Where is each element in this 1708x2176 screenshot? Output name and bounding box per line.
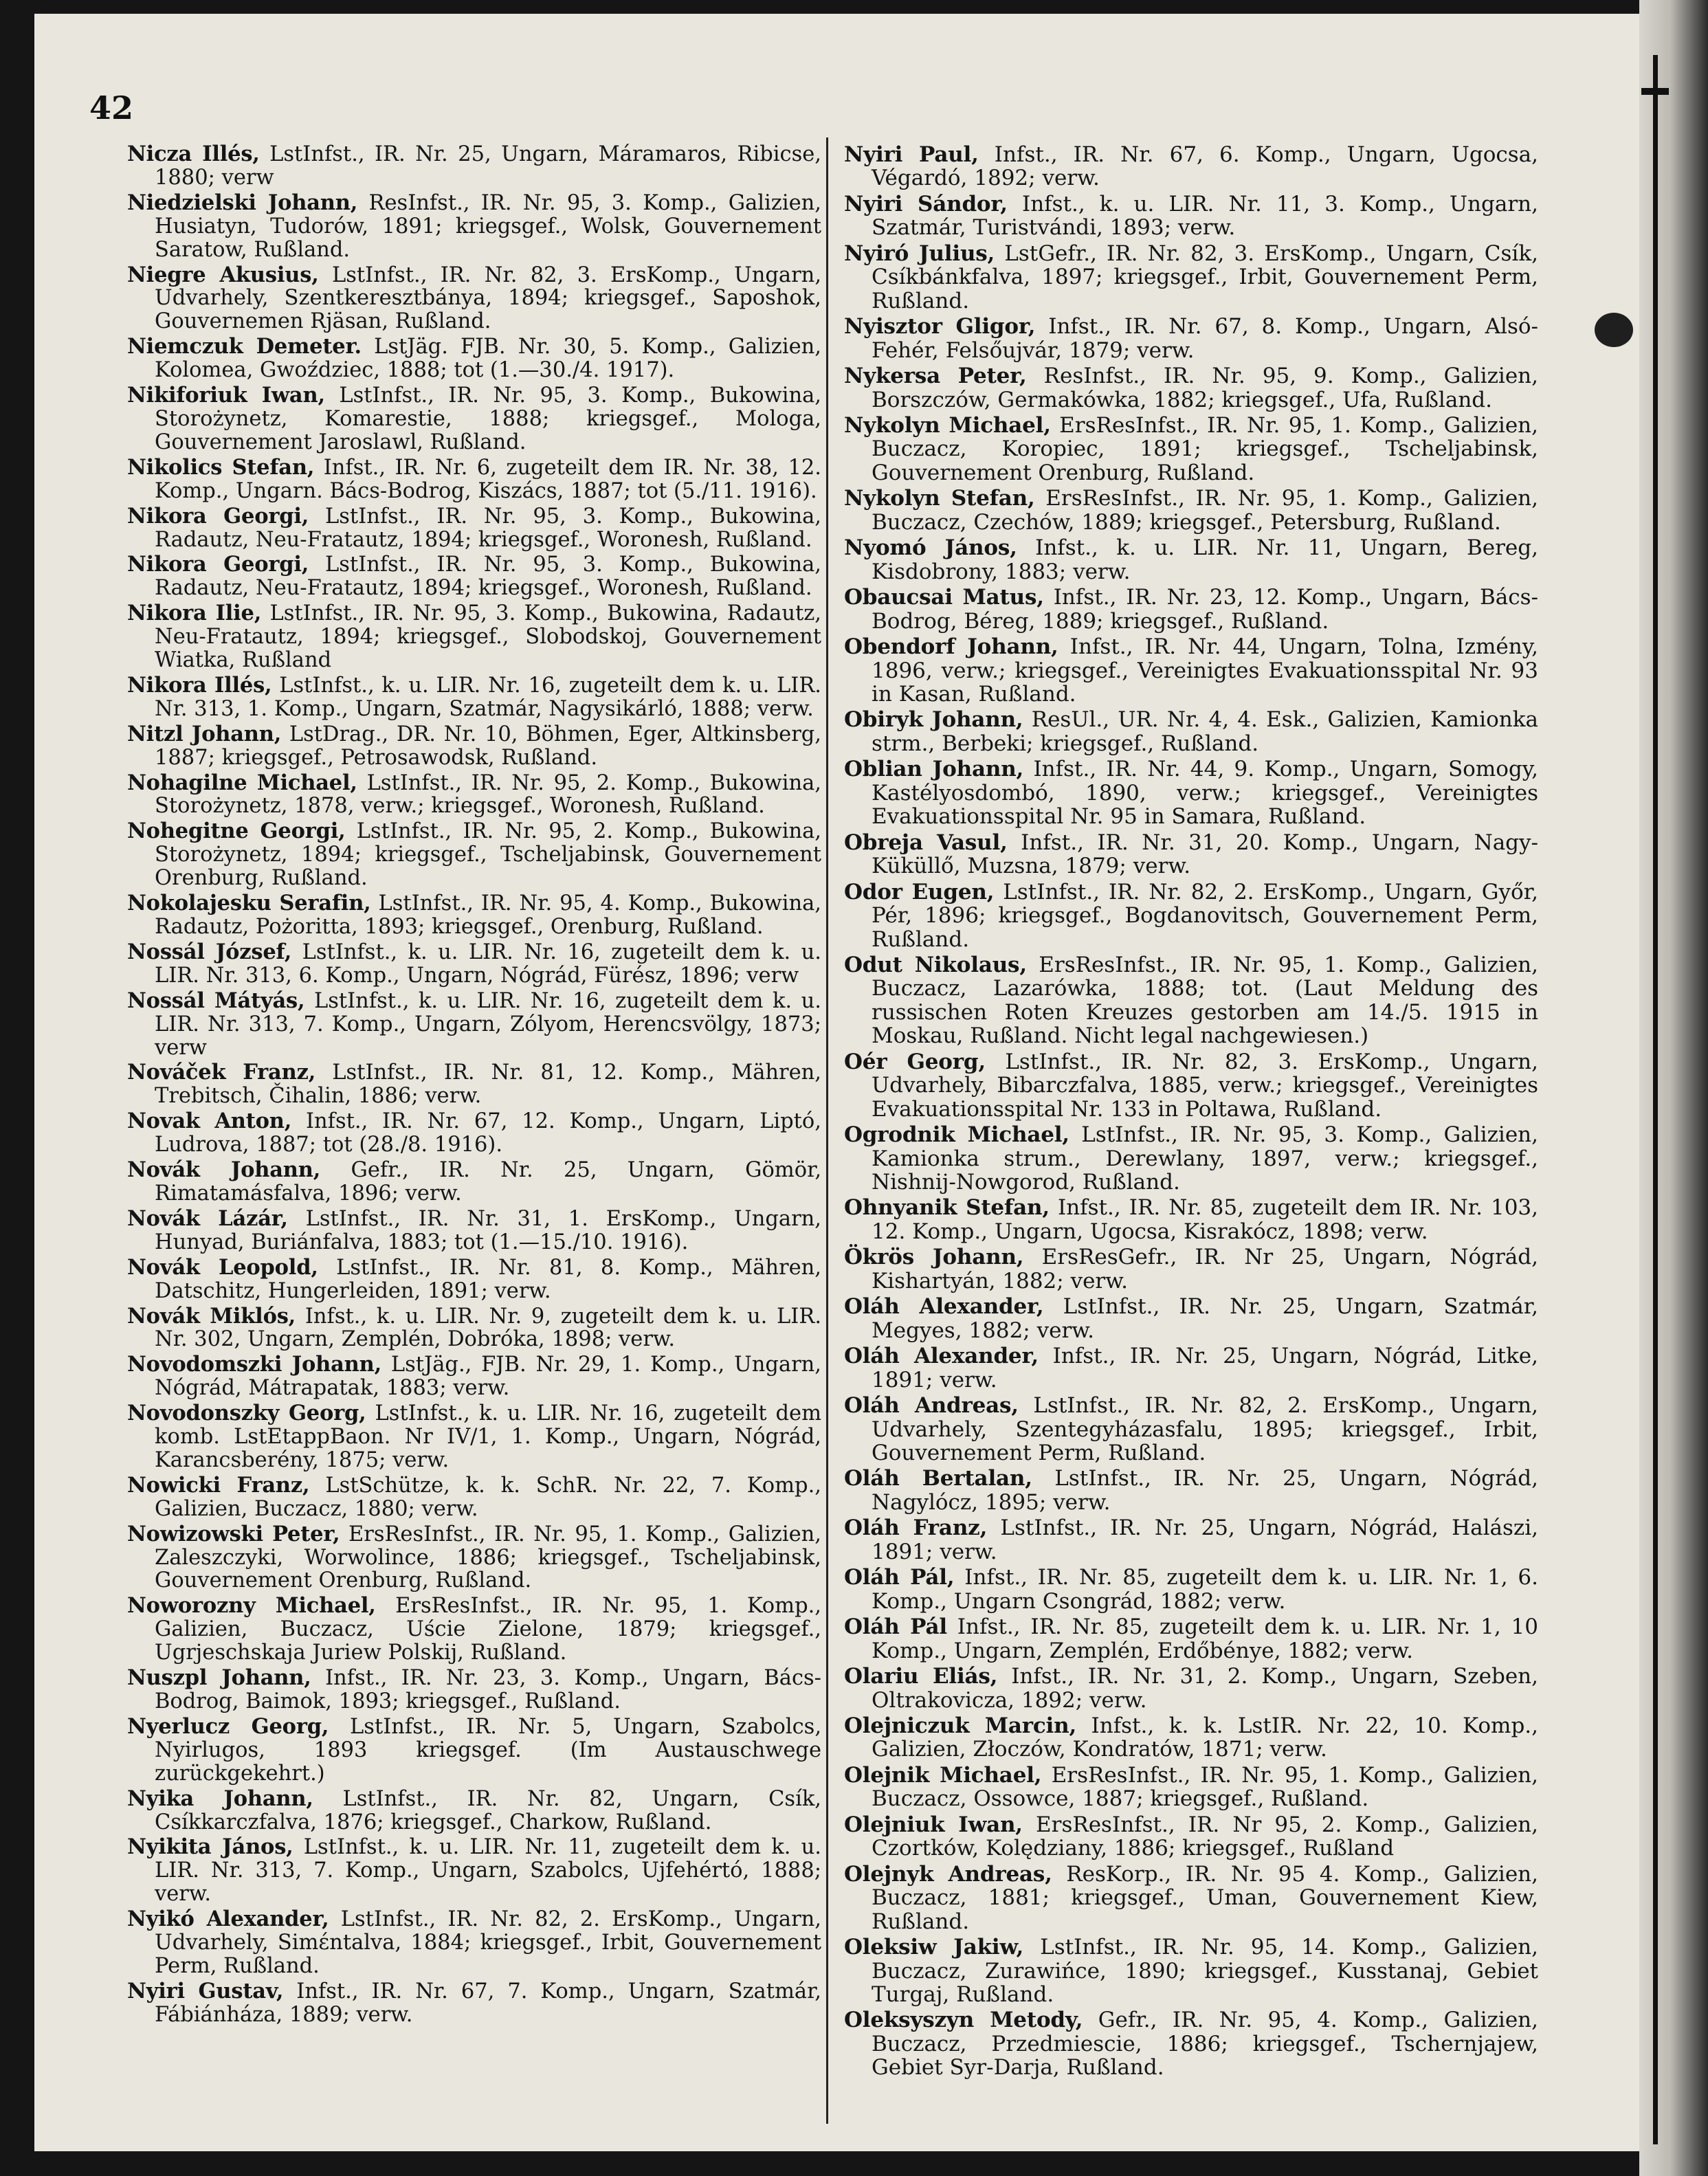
entry-name: Odor Eugen,: [844, 879, 995, 904]
entry-details: ResInfst., IR. Nr. 95, 3. Komp., Galizien, Husiatyn, Tudorów, 1891; kriegsgef., Wolsk, Gouvernement Saratow, Rußland.: [155, 190, 822, 262]
register-entry: [844, 1935, 1538, 2006]
entry-details: LstInfst., IR. Nr. 82, 2. ErsKomp., Ungarn, Udvarhely, Szentegyházasfalu, 1895; kriegsgef., Irbit, Gouvernement Perm, Rußland.: [872, 1393, 1538, 1466]
entry-name: Nikora Ilie,: [127, 601, 262, 626]
register-entry: [844, 635, 1538, 706]
register-entry: [127, 1353, 821, 1400]
entry-name: Nyomó János,: [844, 535, 1017, 561]
entry-name: Niegre Akusius,: [127, 262, 319, 287]
entry-name: Nikiforiuk Iwan,: [127, 383, 325, 408]
entry-details: LstInfst., IR. Nr. 25, Ungarn, Nógrád, Nagylócz, 1895; verw.: [872, 1466, 1538, 1515]
entry-details: LstInfst., IR. Nr. 95, 3. Komp., Bukowina, Radautz, Neu-Fratautz, 1894; kriegsgef., Woronesh, Rußland.: [155, 553, 821, 601]
entry-name: Nováček Franz,: [127, 1060, 316, 1085]
entry-name: Oblian Johann,: [844, 757, 1024, 782]
register-entry: [127, 1402, 821, 1472]
register-entry: [127, 1667, 821, 1713]
entry-name: Niemczuk Demeter.: [127, 334, 362, 359]
entry-details: Infst., IR. Nr. 67, 6. Komp., Ungarn, Ugocsa, Végardó, 1892; verw.: [872, 142, 1538, 191]
entry-name: Obreja Vasul,: [844, 830, 1008, 855]
entry-details: LstInfst., IR. Nr. 95, 2. Komp., Bukowina, Storożynetz, 1894; kriegsgef., Tscheljabinsk, Gouvernement Orenburg, Rußland.: [155, 819, 821, 891]
register-entry: [127, 1208, 821, 1254]
register-entry: [844, 1714, 1538, 1762]
register-entry: [844, 1863, 1538, 1933]
entry-name: Oláh Pál,: [844, 1565, 955, 1590]
entry-details: Infst., k. k. LstIR. Nr. 22, 10. Komp., Galizien, Złoczów, Kondratów, 1871; verw.: [872, 1713, 1538, 1762]
entry-name: Oláh Andreas,: [844, 1393, 1019, 1419]
entry-name: Novák Leopold,: [127, 1254, 318, 1280]
entry-details: Infst., IR. Nr. 23, 3. Komp., Ungarn, Bács-Bodrog, Baimok, 1893; kriegsgef., Rußland.: [155, 1666, 821, 1713]
entry-name: Oláh Franz,: [844, 1516, 988, 1541]
entry-details: Infst., k. u. LIR. Nr. 11, Ungarn, Bereg, Kisdobrony, 1883; verw.: [872, 535, 1538, 584]
entry-name: Nokolajesku Serafin,: [127, 891, 371, 916]
register-entry: [127, 1523, 821, 1593]
register-entry: [844, 1516, 1538, 1564]
entry-details: Infst., IR. Nr. 6, zugeteilt dem IR. Nr. 38, 12. Komp., Ungarn. Bács-Bodrog, Kiszács, 1887; tot (5./11. 1916).: [155, 455, 821, 503]
entry-details: LstInfst., IR. Nr. 25, Ungarn, Szatmár, Megyes, 1882; verw.: [872, 1294, 1538, 1343]
entry-details: LstInfst., IR. Nr. 95, 3. Komp., Bukowina, Storożynetz, Komarestie, 1888; kriegsgef., Mologa, Gouvernement Jaroslawl, Rußland.: [155, 384, 821, 454]
entry-name: Oér Georg,: [844, 1049, 986, 1074]
entry-name: Nowicki Franz,: [127, 1472, 310, 1498]
register-entry: [127, 143, 821, 190]
register-entry: [844, 2008, 1538, 2079]
register-entry: [127, 456, 821, 503]
register-entry: [127, 892, 821, 939]
register-entry: [127, 1256, 821, 1303]
entry-details: LstInfst., IR. Nr. 95, 14. Komp., Galizien, Buczacz, Zurawińce, 1890; kriegsgef., Kusstanaj, Gebiet Turgaj, Rußland.: [872, 1935, 1539, 2007]
entry-details: LstInfst., IR. Nr. 81, 8. Komp., Mähren, Datschitz, Hungerleiden, 1891; verw.: [155, 1255, 821, 1303]
entry-details: Gefr., IR. Nr. 95, 4. Komp., Galizien, Buczacz, Przedmiescie, 1886; kriegsgef., Tschernjajew, Gebiet Syr-Darja, Rußland.: [872, 2008, 1538, 2080]
entry-name: Nyiri Paul,: [844, 142, 979, 167]
entry-name: Nykersa Peter,: [844, 364, 1027, 389]
entry-name: Oláh Alexander,: [844, 1294, 1044, 1320]
entry-details: Infst., k. u. LIR. Nr. 9, zugeteilt dem k. u. LIR. Nr. 302, Ungarn, Zemplén, Dobróka, 1898; verw.: [155, 1304, 822, 1352]
register-entry: [127, 553, 821, 600]
entry-details: Infst., IR. Nr. 44, 9. Komp., Ungarn, Somogy, Kastélyosdombó, 1890, verw.; kriegsgef., Vereinigtes Evakuationsspital Nr. 95 in Samara, Rußland.: [872, 757, 1538, 830]
entry-details: ErsResInfst., IR. Nr. 95, 1. Komp., Galizien, Buczacz, Uście Zielone, 1879; kriegsgef., Ugrjeschskaja Juriew Polskij, Rußland.: [155, 1594, 821, 1665]
register-entry: [844, 831, 1538, 878]
entry-name: Nyiri Sándor,: [844, 191, 1008, 217]
register-entry: [127, 602, 821, 672]
entry-name: Olejniuk Iwan,: [844, 1812, 1023, 1837]
entry-details: Infst., IR. Nr. 67, 7. Komp., Ungarn, Szatmár, Fábiánháza, 1889; verw.: [155, 1979, 821, 2027]
entry-details: LstInfst., IR. Nr. 25, Ungarn, Máramaros, Ribicse, 1880; verw: [155, 142, 821, 190]
register-entry: [127, 335, 821, 382]
entry-details: LstInfst., IR. Nr. 82, 3. ErsKomp., Ungarn, Udvarhely, Bibarczfalva, 1885, verw.; kriegsgef., Vereinigtes Evakuationsspital Nr. 133 in Poltawa, Rußland.: [872, 1049, 1539, 1122]
entry-name: Niedzielski Johann,: [127, 190, 358, 215]
entry-details: Infst., IR. Nr. 25, Ungarn, Nógrád, Litke, 1891; verw.: [872, 1344, 1538, 1392]
entry-details: LstJäg. FJB. Nr. 30, 5. Komp., Galizien, Kolomea, Gwoździec, 1888; tot (1.—30./4. 1917).: [155, 335, 821, 383]
entry-name: Nikora Georgi,: [127, 552, 309, 577]
entry-name: Nyiró Julius,: [844, 241, 995, 266]
register-entry: [844, 1344, 1538, 1392]
entry-name: Odut Nikolaus,: [844, 952, 1027, 977]
entry-name: Nohagilne Michael,: [127, 770, 357, 795]
entry-details: LstGefr., IR. Nr. 82, 3. ErsKomp., Ungarn, Csík, Csíkbánkfalva, 1897; kriegsgef., Irbit, Gouvernement Perm, Rußland.: [872, 241, 1538, 313]
entry-details: Infst., IR. Nr. 85, zugeteilt dem k. u. LIR. Nr. 1, 6. Komp., Ungarn Csongrád, 1882; verw.: [872, 1565, 1539, 1614]
register-entry: [844, 708, 1538, 755]
register-entry: [844, 586, 1538, 633]
entry-name: Oleksiw Jakiw,: [844, 1935, 1024, 1960]
page-number: 42: [89, 89, 134, 126]
entry-name: Oláh Alexander,: [844, 1344, 1039, 1369]
entry-name: Nyerlucz Georg,: [127, 1713, 329, 1739]
register-entry: [127, 772, 821, 819]
entry-name: Ogrodnik Michael,: [844, 1122, 1069, 1148]
register-entry: [844, 1467, 1538, 1514]
entry-details: LstInfst., k. u. LIR. Nr. 11, zugeteilt dem k. u. LIR. Nr. 313, 7. Komp., Ungarn, Szabolcs, Ujfehértó, 1888; verw.: [155, 1835, 821, 1907]
register-entry: [844, 1123, 1538, 1194]
entry-details: LstInfst., k. u. LIR. Nr. 16, zugeteilt dem k. u. LIR. Nr. 313, 6. Komp., Ungarn, Nógrád, Fürész, 1896; verw: [155, 940, 821, 988]
entry-name: Nicza Illés,: [127, 142, 260, 166]
register-entry: [844, 1665, 1538, 1712]
entry-details: ErsResInfst., IR. Nr. 95, 1. Komp., Galizien, Buczacz, Ossowce, 1887; kriegsgef., Rußland.: [872, 1762, 1538, 1812]
register-entry: [127, 723, 821, 770]
entry-name: Ökrös Johann,: [844, 1245, 1024, 1270]
register-entry: [844, 1813, 1538, 1861]
binding-line: [1653, 55, 1658, 2144]
register-entry: [127, 1908, 821, 1978]
register-entry: [844, 757, 1538, 828]
entry-name: Nykolyn Michael,: [844, 412, 1051, 438]
entry-details: Infst., IR. Nr. 85, zugeteilt dem k. u. LIR. Nr. 1, 10 Komp., Ungarn, Zemplén, Erdőbénye, 1882; verw.: [872, 1614, 1538, 1663]
entry-details: LstInfst., k. u. LIR. Nr. 16, zugeteilt dem k. u. LIR. Nr. 313, 7. Komp., Ungarn, Zólyom, Herencsvölgy, 1873; verw: [155, 988, 821, 1060]
entry-details: LstSchütze, k. k. SchR. Nr. 22, 7. Komp., Galizien, Buczacz, 1880; verw.: [155, 1473, 821, 1521]
register-entry: [127, 1980, 821, 2027]
entry-details: ErsResInfst., IR. Nr 95, 2. Komp., Galizien, Czortków, Kolędziany, 1886; kriegsgef., Rußland: [872, 1812, 1539, 1861]
entry-details: LstInfst., k. u. LIR. Nr. 16, zugeteilt dem komb. LstEtappBaon. Nr IV/1, 1. Komp., Ungarn, Nógrád, Karancsberény, 1875; verw.: [155, 1401, 821, 1472]
entry-name: Oláh Pál: [844, 1614, 947, 1640]
entry-details: Infst., IR. Nr. 85, zugeteilt dem IR. Nr. 103, 12. Komp., Ungarn, Ugocsa, Kisrakócz, 1898; verw.: [872, 1195, 1539, 1244]
register-entry: [127, 1061, 821, 1108]
register-entry: [844, 192, 1538, 240]
register-entry: [844, 242, 1538, 313]
entry-name: Obiryk Johann,: [844, 707, 1023, 733]
register-entry: [844, 1764, 1538, 1811]
column-divider: [826, 137, 828, 2124]
entry-name: Novák Miklós,: [127, 1303, 296, 1329]
register-entry: [844, 487, 1538, 534]
entry-details: ResKorp., IR. Nr. 95 4. Komp., Galizien, Buczacz, 1881; kriegsgef., Uman, Gouvernement Kiew, Rußland.: [872, 1861, 1538, 1934]
register-entry: [844, 1196, 1538, 1243]
entry-name: Nyiri Gustav,: [127, 1978, 284, 2003]
entry-details: LstInfst., IR. Nr. 95, 4. Komp., Bukowina, Radautz, Pożoritta, 1893; kriegsgef., Orenburg, Rußland.: [155, 891, 821, 939]
entry-details: LstInfst., IR. Nr. 5, Ungarn, Szabolcs, Nyirlugos, 1893 kriegsgef. (Im Austauschwege zurückgekehrt.): [155, 1714, 822, 1786]
entry-name: Nikora Illés,: [127, 672, 272, 698]
register-entry: [127, 192, 821, 262]
entry-details: Infst., IR. Nr. 44, Ungarn, Tolna, Izmény, 1896, verw.; kriegsgef., Vereinigtes Evakuationsspital Nr. 93 in Kasan, Rußland.: [872, 634, 1538, 707]
entry-name: Olariu Eliás,: [844, 1664, 998, 1689]
entry-name: Nitzl Johann,: [127, 721, 282, 746]
entry-details: ErsResInfst., IR. Nr. 95, 1. Komp., Galizien, Buczacz, Czechów, 1889; kriegsgef., Petersburg, Rußland.: [872, 486, 1538, 535]
entry-name: Novodomszki Johann,: [127, 1352, 382, 1377]
binding-edge: [1639, 0, 1708, 2176]
register-entry: [127, 264, 821, 334]
entry-details: LstDrag., DR. Nr. 10, Böhmen, Eger, Altkinsberg, 1887; kriegsgef., Petrosawodsk, Rußland.: [155, 722, 821, 770]
register-entry: [127, 1159, 821, 1206]
entry-details: LstInfst., IR. Nr. 95, 3. Komp., Bukowina, Radautz, Neu-Fratautz, 1894; kriegsgef., Slobodskoj, Gouvernement Wiatka, Rußland: [155, 601, 821, 673]
entry-details: LstInfst., IR. Nr. 31, 1. ErsKomp., Ungarn, Hunyad, Buriánfalva, 1883; tot (1.—15./10. 1916).: [155, 1206, 821, 1254]
register-entry: [844, 1394, 1538, 1465]
register-entry: [844, 1295, 1538, 1342]
entry-name: Nossál Mátyás,: [127, 988, 305, 1013]
register-entry: [844, 1050, 1538, 1121]
entry-name: Noworozny Michael,: [127, 1593, 376, 1619]
entry-details: LstInfst., IR. Nr. 95, 2. Komp., Bukowina, Storożynetz, 1878, verw.; kriegsgef., Woronesh, Rußland.: [155, 770, 821, 819]
entry-name: Ohnyanik Stefan,: [844, 1195, 1050, 1221]
entry-details: ResInfst., IR. Nr. 95, 9. Komp., Galizien, Borszczów, Germakówka, 1882; kriegsgef., Ufa, Rußland.: [872, 364, 1538, 412]
register-entry: [127, 674, 821, 721]
register-entry: [127, 384, 821, 454]
entry-details: LstJäg., FJB. Nr. 29, 1. Komp., Ungarn, Nógrád, Mátrapatak, 1883; verw.: [155, 1353, 821, 1401]
entry-details: Infst., IR. Nr. 67, 12. Komp., Ungarn, Liptó, Ludrova, 1887; tot (28./8. 1916).: [155, 1109, 821, 1157]
entry-name: Obaucsai Matus,: [844, 585, 1044, 610]
entry-name: Nyisztor Gligor,: [844, 314, 1036, 340]
register-entry: [127, 1305, 821, 1352]
entry-details: LstInfst., IR. Nr. 82, 2. ErsKomp., Ungarn, Udvarhely, Simέntalva, 1884; kriegsgef., Irbit, Gouvernement Perm, Rußland.: [155, 1907, 821, 1978]
entry-name: Novodonszky Georg,: [127, 1401, 366, 1426]
register-entry: [844, 536, 1538, 584]
entry-details: LstInfst., k. u. LIR. Nr. 16, zugeteilt dem k. u. LIR. Nr. 313, 1. Komp., Ungarn, Szatmár, Nagysikárló, 1888; verw.: [155, 673, 821, 721]
entry-details: ErsResInfst., IR. Nr. 95, 1. Komp., Galizien, Zaleszczyki, Worwolince, 1886; kriegsgef., Tscheljabinsk, Gouvernement Orenburg, Rußland.: [155, 1522, 821, 1593]
entry-name: Nykolyn Stefan,: [844, 486, 1035, 511]
register-entry: [844, 143, 1538, 190]
entry-name: Nikolics Stefan,: [127, 454, 315, 480]
register-entry: [127, 820, 821, 890]
right-column: [844, 143, 1538, 2082]
entry-details: LstInfst., IR. Nr. 81, 12. Komp., Mähren, Trebitsch, Čihalin, 1886; verw.: [155, 1061, 822, 1109]
entry-details: Infst., IR. Nr. 67, 8. Komp., Ungarn, Alsó-Fehér, Felsőujvár, 1879; verw.: [872, 314, 1538, 363]
entry-details: LstInfst., IR. Nr. 82, 2. ErsKomp., Ungarn, Győr, Pér, 1896; kriegsgef., Bogdanovitsch, Gouvernement Perm, Rußland.: [872, 879, 1538, 952]
entry-name: Nuszpl Johann,: [127, 1665, 311, 1691]
register-entry: [127, 1110, 821, 1157]
register-entry: [844, 315, 1538, 362]
register-entry: [844, 1566, 1538, 1613]
entry-details: LstInfst., IR. Nr. 25, Ungarn, Nógrád, Halászi, 1891; verw.: [872, 1516, 1539, 1564]
register-entry: [844, 1245, 1538, 1293]
register-entry: [844, 1615, 1538, 1663]
register-entry: [127, 990, 821, 1060]
register-entry: [844, 414, 1538, 485]
register-entry: [127, 505, 821, 552]
entry-details: LstInfst., IR. Nr. 82, Ungarn, Csík, Csíkkarczfalva, 1876; kriegsgef., Charkow, Rußland.: [155, 1786, 821, 1834]
register-entry: [844, 953, 1538, 1048]
binding-tick: [1641, 88, 1669, 95]
entry-name: Olejnik Michael,: [844, 1762, 1042, 1788]
register-entry: [127, 1474, 821, 1521]
entry-name: Novák Lázár,: [127, 1206, 288, 1231]
register-entry: [127, 1836, 821, 1906]
entry-details: ErsResInfst., IR. Nr. 95, 1. Komp., Galizien, Buczacz, Koropiec, 1891; kriegsgef., Tscheljabinsk, Gouvernement Orenburg, Rußland.: [872, 412, 1538, 485]
entry-details: Infst., IR. Nr. 23, 12. Komp., Ungarn, Bács-Bodrog, Béreg, 1889; kriegsgef., Rußland.: [872, 585, 1538, 634]
entry-details: ErsResInfst., IR. Nr. 95, 1. Komp., Galizien, Buczacz, Lazarówka, 1888; tot. (Laut Meldung des russischen Roten Kreuzes gestorben am 14./5. 1915 in Moskau, Rußland. Nicht legal nachgewiesen.): [872, 952, 1538, 1049]
entry-name: Nohegitne Georgi,: [127, 819, 346, 844]
entry-details: ErsResGefr., IR. Nr 25, Ungarn, Nógrád, Kishartyán, 1882; verw.: [872, 1245, 1538, 1294]
entry-name: Novak Anton,: [127, 1109, 292, 1134]
entry-name: Nyikita János,: [127, 1834, 293, 1860]
entry-details: ResUl., UR. Nr. 4, 4. Esk., Galizien, Kamionka strm., Berbeki; kriegsgef., Rußland.: [872, 707, 1538, 756]
left-column: [127, 143, 821, 2029]
entry-name: Obendorf Johann,: [844, 634, 1058, 660]
hole-punch-mark: [1595, 313, 1633, 347]
register-entry: [127, 941, 821, 988]
entry-name: Oleksyszyn Metody,: [844, 2008, 1083, 2033]
register-entry: [127, 1788, 821, 1834]
entry-name: Nyikó Alexander,: [127, 1907, 329, 1932]
entry-name: Novák Johann,: [127, 1157, 321, 1183]
register-entry: [127, 1595, 821, 1665]
entry-name: Nowizowski Peter,: [127, 1521, 340, 1546]
entry-name: Oláh Bertalan,: [844, 1466, 1032, 1491]
entry-name: Nossál József,: [127, 939, 292, 964]
register-entry: [844, 364, 1538, 412]
entry-details: Gefr., IR. Nr. 25, Ungarn, Gömör, Rimatamásfalva, 1896; verw.: [155, 1158, 822, 1206]
entry-name: Olejnyk Andreas,: [844, 1861, 1052, 1887]
entry-details: Infst., IR. Nr. 31, 2. Komp., Ungarn, Szeben, Oltrakovicza, 1892; verw.: [872, 1664, 1538, 1713]
register-entry: [127, 1713, 822, 1786]
register-entry: [844, 880, 1538, 951]
entry-details: LstInfst., IR. Nr. 95, 3. Komp., Bukowina, Radautz, Neu-Fratautz, 1894; kriegsgef., Woronesh, Rußland.: [155, 504, 821, 552]
entry-details: LstInfst., IR. Nr. 95, 3. Komp., Galizien, Kamionka strum., Derewlany, 1897, verw.; kriegsgef., Nishnij-Nowgorod, Rußland.: [872, 1122, 1538, 1195]
entry-details: Infst., IR. Nr. 31, 20. Komp., Ungarn, Nagy-Küküllő, Muzsna, 1879; verw.: [872, 830, 1539, 879]
entry-details: LstInfst., IR. Nr. 82, 3. ErsKomp., Ungarn, Udvarhely, Szentkeresztbánya, 1894; kriegsgef., Saposhok, Gouvernemen Rjäsan, Rußland.: [155, 263, 822, 334]
entry-name: Olejniczuk Marcin,: [844, 1713, 1077, 1738]
entry-details: Infst., k. u. LIR. Nr. 11, 3. Komp., Ungarn, Szatmár, Turistvándi, 1893; verw.: [872, 191, 1538, 241]
entry-name: Nyika Johann,: [127, 1786, 313, 1811]
entry-name: Nikora Georgi,: [127, 503, 309, 529]
